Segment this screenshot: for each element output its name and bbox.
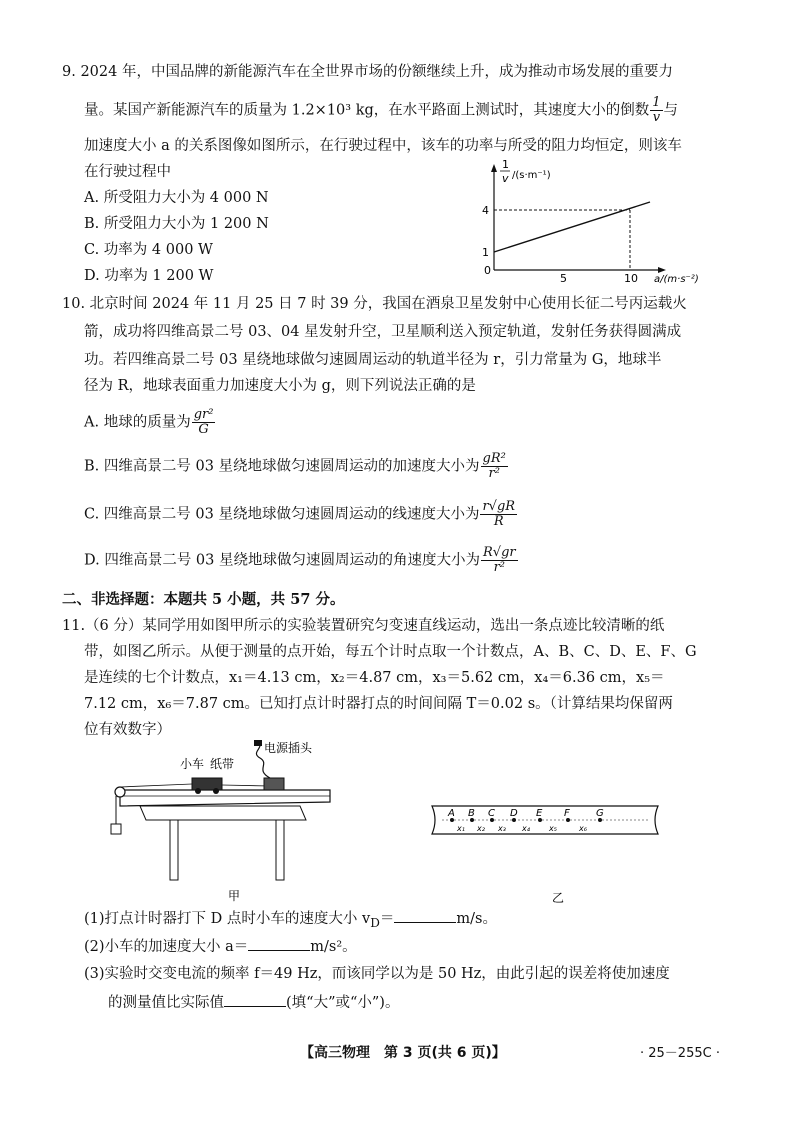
q9-option-a: A. 所受阻力大小为 4 000 N bbox=[84, 190, 269, 206]
q9-option-d: D. 功率为 1 200 W bbox=[84, 268, 214, 284]
y-axis-unit: /(s·m⁻¹) bbox=[512, 170, 551, 181]
q10-line-1: 10. 北京时间 2024 年 11 月 25 日 7 时 39 分，我国在酒泉卫星发射中心使用长征二号丙运载火 bbox=[62, 296, 687, 312]
q10-option-b-text: B. 四维高景二号 03 星绕地球做匀速圆周运动的加速度大小为 bbox=[84, 458, 480, 475]
q11-sub-3a: 的测量值比实际值 bbox=[108, 995, 224, 1011]
label-tape: 纸带 bbox=[210, 757, 235, 771]
q11-sub-3-line-1: (3)实验时交变电流的频率 f＝49 Hz，而该同学以为是 50 Hz，由此引起的误差将使加速度 bbox=[84, 966, 670, 982]
car-icon bbox=[192, 778, 222, 790]
label-power-plug: 电源插头 bbox=[264, 741, 313, 755]
tape-label-c: C bbox=[488, 808, 495, 819]
tape-label-d: D bbox=[510, 808, 518, 819]
q11-sub-3-line-2 bbox=[108, 992, 399, 1013]
q10-line-4: 径为 R，地球表面重力加速度大小为 g，则下列说法正确的是 bbox=[84, 378, 476, 394]
q9-option-b: B. 所受阻力大小为 1 200 N bbox=[84, 216, 269, 232]
tick-origin: 0 bbox=[484, 264, 491, 277]
q9-line-3: 加速度大小 a 的关系图像如图所示，在行驶过程中，该车的功率与所受的阻力均恒定，则该车 bbox=[84, 138, 682, 154]
q11-sub-1a: (1)打点计时器打下 D 点时小车的速度大小 v bbox=[84, 911, 371, 927]
answer-blank-3[interactable] bbox=[224, 992, 286, 1007]
frac-num: R√gr bbox=[483, 545, 516, 560]
y-axis-label-den: v bbox=[502, 172, 509, 185]
tape-segment-5: x₅ bbox=[549, 824, 557, 833]
frac-num: r√gR bbox=[482, 499, 516, 514]
fig-yi-tape bbox=[430, 800, 660, 910]
q11-sub-1-subscript: D bbox=[370, 915, 380, 930]
frac-num: gR² bbox=[482, 451, 506, 466]
fig-yi-caption: 乙 bbox=[552, 891, 565, 905]
q9-line-4: 在行驶过程中 bbox=[84, 164, 171, 180]
tick-y-1: 1 bbox=[482, 246, 489, 259]
tape-label-a: A bbox=[448, 808, 455, 819]
q11-sub-2b: m/s²。 bbox=[310, 939, 357, 955]
q10-option-a-fraction bbox=[192, 408, 216, 437]
q10-option-b bbox=[84, 452, 509, 481]
q10-option-c-text: C. 四维高景二号 03 星绕地球做匀速圆周运动的线速度大小为 bbox=[84, 506, 480, 523]
q9-inverse-v-fraction bbox=[650, 96, 662, 125]
frac-den: v bbox=[652, 110, 661, 125]
q11-sub-3b: (填“大”或“小”)。 bbox=[286, 995, 400, 1011]
timer-icon bbox=[264, 778, 284, 790]
q9-line-1: 9. 2024 年，中国品牌的新能源汽车在全世界市场的份额继续上升，成为推动市场发展的重要力 bbox=[62, 64, 673, 80]
q11-sub-2a: (2)小车的加速度大小 a＝ bbox=[84, 939, 249, 955]
tape-segment-6: x₆ bbox=[579, 824, 587, 833]
q9-line-2 bbox=[84, 96, 678, 125]
q10-option-d-fraction bbox=[481, 546, 518, 575]
q11-sub-2 bbox=[84, 936, 357, 957]
q10-option-d-text: D. 四维高景二号 03 星绕地球做匀速圆周运动的角速度大小为 bbox=[84, 552, 480, 569]
frac-num: gr² bbox=[193, 407, 214, 422]
q11-line-5: 位有效数字） bbox=[84, 722, 171, 738]
tape-segment-3: x₃ bbox=[498, 824, 506, 833]
q11-sub-1c: m/s。 bbox=[456, 911, 497, 927]
tape-label-g: G bbox=[596, 808, 604, 819]
q9-line-2a: 量。某国产新能源汽车的质量为 1.2×10³ kg，在水平路面上测试时，其速度大小的倒数 bbox=[84, 102, 650, 119]
q11-sub-1b: ＝ bbox=[379, 911, 395, 927]
footer-page-info: 【高三物理 第 3 页(共 6 页)】 bbox=[300, 1045, 506, 1061]
q9-graph bbox=[470, 158, 720, 286]
q10-option-a bbox=[84, 408, 216, 437]
frac-den: r² bbox=[493, 560, 506, 575]
footer-code: · 25－255C · bbox=[640, 1046, 720, 1061]
q11-sub-1 bbox=[84, 908, 497, 933]
frac-den: R bbox=[493, 514, 504, 529]
tick-x-10: 10 bbox=[624, 272, 638, 285]
y-axis-label-num: 1 bbox=[502, 158, 509, 171]
q11-line-4: 7.12 cm，x₆＝7.87 cm。已知打点计时器打点的时间间隔 T＝0.02 s。（计算结果均保留两 bbox=[84, 696, 673, 712]
q11-line-3: 是连续的七个计数点，x₁＝4.13 cm，x₂＝4.87 cm，x₃＝5.62 cm，x₄＝6.36 cm，x₅＝ bbox=[84, 670, 665, 686]
q10-line-2: 箭，成功将四维高景二号 03、04 星发射升空，卫星顺利送入预定轨道，发射任务获得圆满成 bbox=[84, 324, 682, 340]
x-axis-label: a/(m·s⁻²) bbox=[654, 274, 699, 285]
q11-line-2: 带，如图乙所示。从便于测量的点开始，每五个计时点取一个计数点，A、B、C、D、E、F、G bbox=[84, 644, 697, 660]
fig-jia-apparatus bbox=[100, 740, 340, 910]
section-2-heading: 二、非选择题：本题共 5 小题，共 57 分。 bbox=[62, 591, 345, 608]
fig-jia-caption: 甲 bbox=[228, 889, 241, 903]
tape-segment-2: x₂ bbox=[477, 824, 485, 833]
answer-blank-1[interactable] bbox=[394, 908, 456, 923]
label-car: 小车 bbox=[180, 757, 205, 771]
q9-line-2b: 与 bbox=[663, 102, 679, 119]
answer-blank-2[interactable] bbox=[248, 936, 310, 951]
q11-line-1: 11.（6 分）某同学用如图甲所示的实验装置研究匀变速直线运动，选出一条点迹比较清晰的纸 bbox=[62, 618, 665, 634]
q10-option-a-text: A. 地球的质量为 bbox=[84, 414, 191, 431]
plug-icon bbox=[254, 740, 262, 746]
frac-num: 1 bbox=[652, 95, 661, 110]
tick-x-5: 5 bbox=[560, 272, 567, 285]
tick-y-4: 4 bbox=[482, 204, 489, 217]
frac-den: G bbox=[198, 422, 209, 437]
tape-label-f: F bbox=[564, 808, 570, 819]
q10-line-3: 功。若四维高景二号 03 星绕地球做匀速圆周运动的轨道半径为 r，引力常量为 G，地球半 bbox=[84, 352, 662, 368]
frac-den: r² bbox=[488, 466, 500, 481]
tape-segment-1: x₁ bbox=[457, 824, 465, 833]
q10-option-b-fraction bbox=[481, 452, 508, 481]
tape-label-b: B bbox=[468, 808, 475, 819]
q10-option-c-fraction bbox=[480, 500, 517, 529]
tape-segment-4: x₄ bbox=[522, 824, 530, 833]
q10-option-c bbox=[84, 500, 518, 529]
tape-label-e: E bbox=[536, 808, 543, 819]
q10-option-d bbox=[84, 546, 519, 575]
q9-option-c: C. 功率为 4 000 W bbox=[84, 242, 213, 258]
